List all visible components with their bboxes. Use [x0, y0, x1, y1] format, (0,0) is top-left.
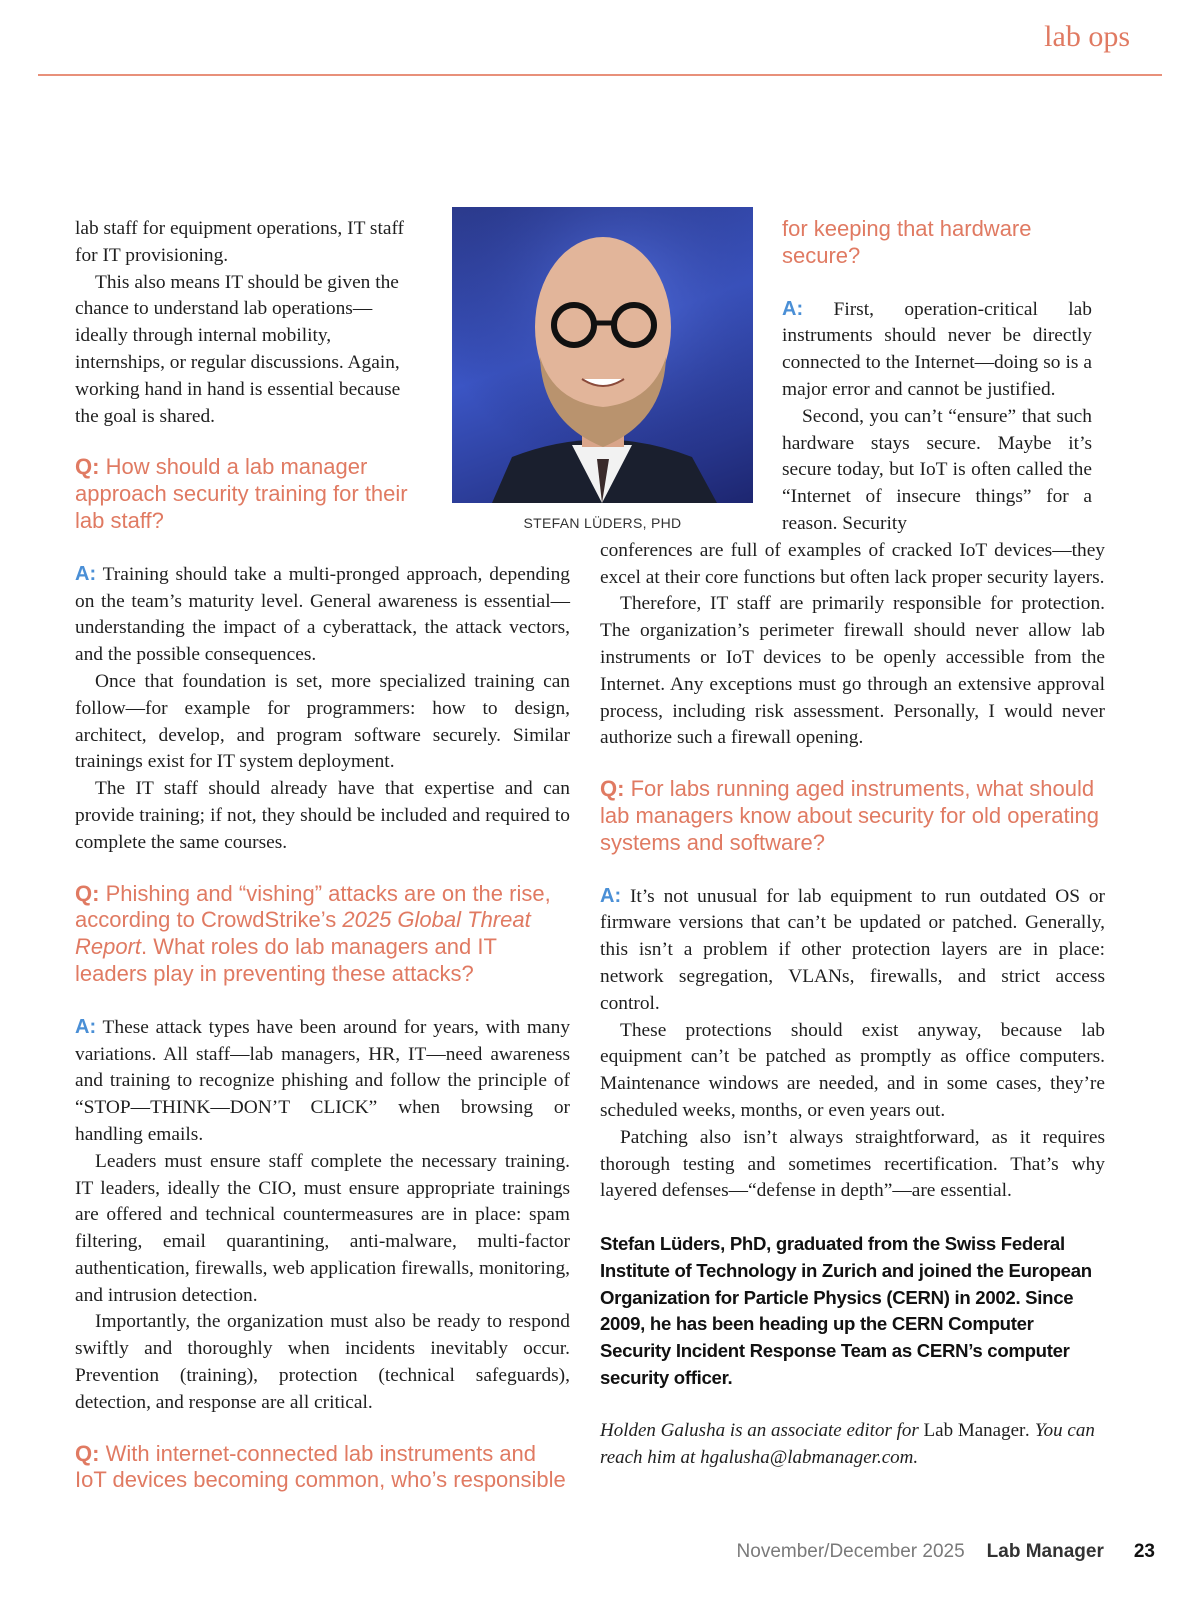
photo-caption: STEFAN LÜDERS, PHD [523, 515, 682, 531]
paragraph: Second, you can’t “ensure” that such hardware stays secure. Maybe it’s secure today, but IoT is often called the “Internet of insecure things” for a reason. Security [782, 405, 1092, 534]
answer-marker: A: [782, 297, 804, 320]
question-text: Phishing and “vishing” attacks are on the rise, according to CrowdStrike’s [75, 880, 551, 933]
question-text: . What roles do lab managers and IT leaders play in preventing these attacks? [75, 934, 497, 986]
answer-text: These attack types have been around for years, with many variations. All staff—lab managers, HR, IT—need awareness and training to recognize phishing and follow the principle of “STOP—THINK—DON’T CLICK” when browsing or handling emails. [75, 1016, 571, 1145]
paragraph: conferences are full of examples of cracked IoT devices—they excel at their core functions but often lack proper security layers. [600, 539, 1105, 588]
question-text: How should a lab manager approach security training for their lab staff? [75, 454, 408, 533]
paragraph: This also means IT should be given the chance to understand lab operations—ideally through internal mobility, internships, or regular discussions. Again, working hand in hand is essential because the goal is shared. [75, 271, 401, 427]
right-column [600, 216, 1105, 1471]
paragraph: These protections should exist anyway, because lab equipment can’t be patched as promptly as office computers. Maintenance windows are needed, and in some cases, they’re scheduled weeks, months, or even years out. [600, 1019, 1105, 1121]
paragraph: The IT staff should already have that expertise and can provide training; if not, they should be included and required to complete the same courses. [75, 778, 570, 853]
answer-text: First, operation-critical lab instruments should never be directly connected to the Internet—doing so is a major error and cannot be justified. [782, 298, 1092, 400]
question-marker: Q: [600, 776, 625, 802]
answer-marker: A: [75, 562, 97, 585]
paragraph: Leaders must ensure staff complete the necessary training. IT leaders, ideally the CIO, must ensure appropriate trainings are offered and technical countermeasures are in place: spam filtering, email quarantining, anti-malware, multi-factor authentication, firewalls, web application firewalls, monitoring, and intrusion detection. [75, 1150, 570, 1306]
question-text: For labs running aged instruments, what should lab managers know about security for old operating systems and software? [600, 776, 1099, 855]
author-note [600, 1418, 1105, 1472]
answer-paragraph [75, 1014, 570, 1149]
answer-text: Training should take a multi-pronged approach, depending on the team’s maturity level. General awareness is essential—understanding the impact of a cyberattack, the attack vectors, and the possible consequences. [75, 563, 571, 666]
report-title: 2025 Global Threat Report [75, 907, 531, 960]
answer-paragraph [600, 883, 1105, 1018]
header-divider [38, 74, 1162, 76]
left-column [75, 216, 570, 1494]
question-heading [600, 776, 1105, 856]
question-marker: Q: [75, 454, 100, 480]
paragraph: Therefore, IT staff are primarily responsible for protection. The organization’s perimeter firewall should never allow lab instruments or IoT devices to be openly accessible from the Internet. Any exceptions must go through an extensive approval process, including risk assessment. Personally, I would never authorize such a firewall opening. [600, 593, 1105, 749]
author-bio: Stefan Lüders, PhD, graduated from the Swiss Federal Institute of Technology in Zurich and joined the European Organization for Particle Physics (CERN) in 2002. Since 2009, he has been heading up the CERN Computer Security Incident Response Team as CERN’s computer security officer. [600, 1233, 1092, 1389]
page-number: 23 [1133, 1541, 1155, 1562]
question-heading [75, 881, 570, 988]
answer-text: It’s not unusual for lab equipment to run outdated OS or firmware versions that can’t be updated or patched. Generally, this isn’t a problem if other protection layers are in place: network segregation, VLANs, firewalls, and strict access control. [600, 885, 1105, 1014]
page-footer [737, 1541, 1155, 1563]
paragraph: Patching also isn’t always straightforward, as it requires thorough testing and sometimes recertification. That’s why layered defenses—“defense in depth”—are essential. [600, 1126, 1105, 1202]
section-label: lab ops [1044, 20, 1130, 53]
answer-marker: A: [600, 884, 622, 907]
paragraph: Once that foundation is set, more specialized training can follow—for example for programmers: how to design, architect, develop, and program software securely. Similar trainings exist for IT system deployment. [75, 670, 570, 773]
paragraph: Importantly, the organization must also be ready to respond swiftly and thoroughly when incidents inevitably occur. Prevention (training), protection (technical safeguards), detection, and response are all critical. [75, 1311, 570, 1413]
question-heading [75, 454, 415, 534]
answer-paragraph [75, 561, 570, 669]
paragraph: lab staff for equipment operations, IT staff for IT provisioning. [75, 218, 405, 266]
question-heading-continued: for keeping that hardware secure? [782, 216, 1032, 268]
author-note-text: Holden Galusha is an associate editor for [600, 1419, 924, 1441]
magazine-name: Lab Manager [923, 1419, 1026, 1441]
magazine-title: Lab Manager [986, 1541, 1104, 1562]
question-text: With internet-connected lab instruments and IoT devices becoming common, who’s responsible [75, 1440, 566, 1493]
question-marker: Q: [75, 880, 100, 906]
issue-date: November/December 2025 [736, 1541, 965, 1562]
question-marker: Q: [75, 1440, 100, 1466]
author-note-text: . You can reach him at hgalusha@labmanager.com. [600, 1419, 1095, 1468]
question-heading [75, 1441, 570, 1495]
answer-paragraph [782, 296, 1092, 404]
answer-marker: A: [75, 1015, 97, 1038]
